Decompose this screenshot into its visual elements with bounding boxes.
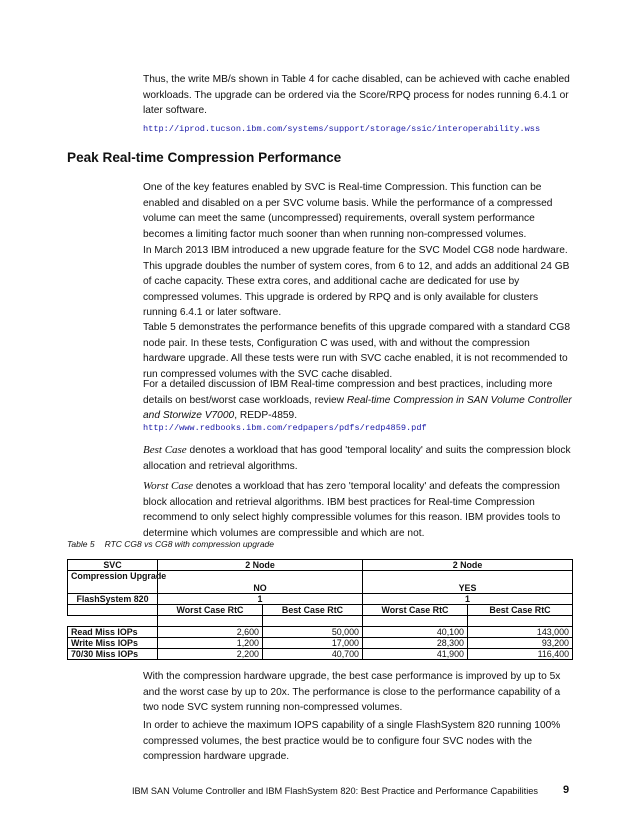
best-case-term: Best Case bbox=[143, 444, 187, 456]
best-case-definition bbox=[143, 443, 573, 474]
interoperability-link[interactable]: http://iprod.tucson.ibm.com/systems/support/storage/ssic/interoperability.wss bbox=[143, 124, 541, 134]
compression-table bbox=[67, 559, 573, 660]
redpaper-text-post: , REDP-4859. bbox=[234, 410, 298, 422]
page-footer: IBM SAN Volume Controller and IBM FlashSystem 820: Best Practice and Performance Capabilities bbox=[132, 786, 538, 796]
worst-case-term: Worst Case bbox=[143, 480, 194, 492]
table-row-compression bbox=[68, 571, 573, 594]
table-row bbox=[68, 638, 573, 649]
column-header: Best Case RtC bbox=[468, 605, 573, 616]
column-header: Worst Case RtC bbox=[363, 605, 468, 616]
flashsystem-right: 1 bbox=[363, 594, 573, 605]
svc-left: 2 Node bbox=[158, 560, 363, 571]
cell-value: 17,000 bbox=[263, 638, 363, 649]
paragraph-table-intro: Table 5 demonstrates the performance benefits of this upgrade compared with a standard CG8 node pair. In these tests, Configuration C was used, with and without the compression hardware upgrade. All these tests were run with SVC cache enabled, it is not recommended to run compressed volumes with the SVC cache disabled. bbox=[143, 322, 570, 380]
spacer-cell bbox=[468, 616, 573, 627]
row-label: 70/30 Miss IOPs bbox=[68, 649, 158, 660]
compression-right: YES bbox=[363, 571, 573, 594]
redpaper-text-pre: For a detailed discussion of IBM Real-time compression and best practices, including more details on best/worst case workloads, review bbox=[143, 379, 553, 406]
page-number: 9 bbox=[563, 784, 570, 796]
table-row bbox=[68, 649, 573, 660]
table-row-flashsystem bbox=[68, 594, 573, 605]
table-header-row bbox=[68, 605, 573, 616]
svc-label: SVC bbox=[68, 560, 158, 571]
best-case-text: denotes a workload that has good 'temporal locality' and suits the compression block allocation and retrieval algorithms. bbox=[143, 445, 571, 472]
column-header: Best Case RtC bbox=[263, 605, 363, 616]
table-caption bbox=[67, 539, 274, 549]
cell-value: 50,000 bbox=[263, 627, 363, 638]
svc-right: 2 Node bbox=[363, 560, 573, 571]
worst-case-definition bbox=[143, 479, 573, 541]
table-spacer-row bbox=[68, 616, 573, 627]
row-label: Write Miss IOPs bbox=[68, 638, 158, 649]
worst-case-text: denotes a workload that has zero 'temporal locality' and defeats the compression block allocation and retrieval algorithms. IBM best practices for Real-time Compression recommend to only select highly compressible volumes for this reason. IBM provides tools to determine which volumes are compressible and which are not. bbox=[143, 481, 561, 539]
paragraph-rtc-intro: One of the key features enabled by SVC is Real-time Compression. This function can be enabled and disabled on a per SVC volume basis. While the performance of a compressed volume can meet the same (uncompressed) requirements, overall system performance becomes a limiting factor much sooner than when running non-compressed volumes. bbox=[143, 182, 553, 240]
intro-paragraph: Thus, the write MB/s shown in Table 4 for cache disabled, can be achieved with cache enabled workloads. The upgrade can be ordered via the Score/RPQ process for nodes running 6.4.1 or later software. bbox=[143, 74, 570, 117]
cell-value: 93,200 bbox=[468, 638, 573, 649]
section-heading: Peak Real-time Compression Performance bbox=[67, 150, 342, 165]
cell-value: 2,600 bbox=[158, 627, 263, 638]
redpaper-title: Real-time Compression in SAN Volume Controller and Storwize V7000 bbox=[143, 394, 572, 422]
paragraph-upgrade-results: With the compression hardware upgrade, the best case performance is improved by up to 5x and the worst case by up to 20x. The performance is close to the performance capability of a two node SVC system running non-compressed volumes. bbox=[143, 671, 561, 714]
compression-left: NO bbox=[158, 571, 363, 594]
table-row-svc bbox=[68, 560, 573, 571]
cell-value: 40,700 bbox=[263, 649, 363, 660]
cell-value: 2,200 bbox=[158, 649, 263, 660]
spacer-cell bbox=[68, 616, 158, 627]
cell-value: 1,200 bbox=[158, 638, 263, 649]
cell-value: 28,300 bbox=[363, 638, 468, 649]
paragraph-best-practice: In order to achieve the maximum IOPS capability of a single FlashSystem 820 running 100% compressed volumes, the best practice would be to configure four SVC nodes with the compression hardware upgrade. bbox=[143, 720, 561, 763]
redpaper-link[interactable]: http://www.redbooks.ibm.com/redpapers/pdfs/redp4859.pdf bbox=[143, 423, 427, 433]
table-caption-number: Table 5 bbox=[67, 539, 95, 549]
compression-label: Compression Upgrade bbox=[68, 571, 158, 594]
cell-value: 40,100 bbox=[363, 627, 468, 638]
spacer-cell bbox=[158, 616, 263, 627]
flashsystem-left: 1 bbox=[158, 594, 363, 605]
paragraph-upgrade: In March 2013 IBM introduced a new upgrade feature for the SVC Model CG8 node hardware. This upgrade doubles the number of system cores, from 6 to 12, and adds an additional 24 GB of cache capacity. These extra cores, and additional cache are dedicated for use by compressed volumes. This upgrade is ordered by RPQ and is only available for clusters running 6.4.1 or later software. bbox=[143, 245, 570, 319]
cell-value: 41,900 bbox=[363, 649, 468, 660]
cell-value: 143,000 bbox=[468, 627, 573, 638]
spacer-cell bbox=[263, 616, 363, 627]
column-header: Worst Case RtC bbox=[158, 605, 263, 616]
table-caption-text: RTC CG8 vs CG8 with compression upgrade bbox=[104, 539, 275, 549]
paragraph-redpaper bbox=[143, 377, 573, 424]
row-label: Read Miss IOPs bbox=[68, 627, 158, 638]
flashsystem-label: FlashSystem 820 bbox=[68, 594, 158, 605]
cell-value: 116,400 bbox=[468, 649, 573, 660]
header-empty-cell bbox=[68, 605, 158, 616]
table-row bbox=[68, 627, 573, 638]
spacer-cell bbox=[363, 616, 468, 627]
